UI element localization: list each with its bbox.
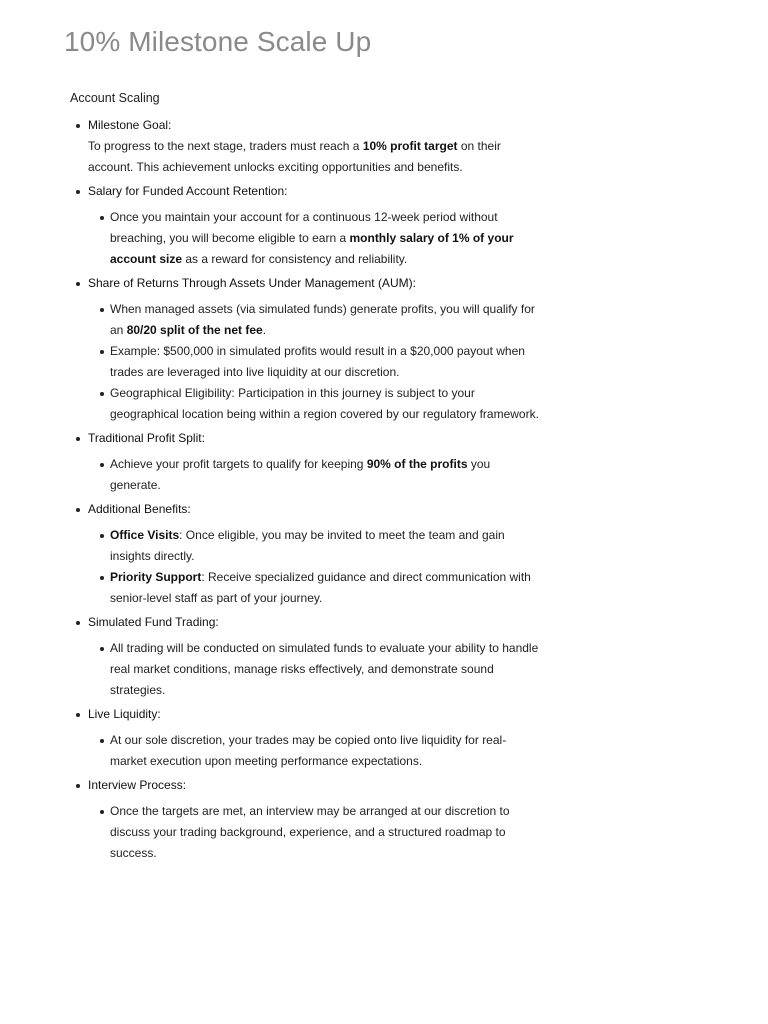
- list-item-milestone-goal: [70, 115, 540, 178]
- text-segment: Example: $500,000 in simulated profits would result in a $20,000 payout when trades are leveraged into live liquidity at our discretion.: [110, 344, 525, 379]
- heading-colon: :: [201, 431, 205, 445]
- list-item-heading: [88, 612, 540, 633]
- sub-list-item: [88, 525, 540, 567]
- text-segment: Once the targets are met, an interview may be arranged at our discretion to discuss your trading background, experience, and a structured roadmap to success.: [110, 804, 510, 860]
- list-item-heading: [88, 181, 540, 202]
- text-segment: as a reward for consistency and reliability.: [182, 252, 408, 266]
- heading-label: Simulated Fund Trading: [88, 615, 216, 629]
- heading-colon: :: [284, 184, 288, 198]
- page-title: 10% Milestone Scale Up: [64, 26, 372, 57]
- list-item-heading: [88, 775, 540, 796]
- text-segment: Geographical Eligibility: Participation in this journey is subject to your geographical location being within a region covered by our regulatory framework.: [110, 386, 539, 421]
- sub-list: [88, 730, 540, 772]
- sub-list: [88, 638, 540, 701]
- list-item-heading: [88, 115, 540, 136]
- bold-text: 80/20 split of the net fee: [126, 323, 263, 337]
- list-item-additional-benefits: [70, 499, 540, 609]
- heading-colon: :: [187, 502, 191, 516]
- section-title: Account Scaling: [70, 91, 160, 105]
- text-segment: When managed assets (via simulated funds) generate profits, you will qualify for an: [110, 302, 535, 337]
- heading-label: Live Liquidity: [88, 707, 158, 721]
- text-segment: you generate.: [110, 457, 491, 492]
- bold-text: 10% profit target: [362, 139, 458, 153]
- text-segment: : Once eligible, you may be invited to meet the team and gain insights directly.: [110, 528, 505, 563]
- sub-list: [88, 801, 540, 864]
- sub-list-item: [88, 341, 540, 383]
- text-segment: All trading will be conducted on simulated funds to evaluate your ability to handle real market conditions, manage risks effectively, and demonstrate sound strategies.: [110, 641, 539, 697]
- list-item-simulated-fund-trading: [70, 612, 540, 701]
- text-segment: Once you maintain your account for a continuous 12-week period without breaching, you will become eligible to earn a: [110, 210, 498, 245]
- sub-list: [88, 525, 540, 609]
- list-item-heading: [88, 499, 540, 520]
- sub-list-item: [88, 730, 540, 772]
- sub-list-item: [88, 207, 540, 270]
- list-item-paragraph: [88, 136, 540, 178]
- benefits-list: [70, 115, 540, 864]
- list-item-heading: [88, 273, 540, 294]
- bold-text: 90% of the profits: [366, 457, 468, 471]
- heading-label: Interview Process: [88, 778, 183, 792]
- bold-text: Office Visits: [110, 528, 180, 542]
- bold-text: Priority Support: [110, 570, 202, 584]
- text-segment: on their account. This achievement unlocks exciting opportunities and benefits.: [88, 139, 501, 174]
- text-segment: At our sole discretion, your trades may be copied onto live liquidity for real-market execution upon meeting performance expectations.: [110, 733, 507, 768]
- heading-colon: :: [412, 276, 416, 290]
- list-item-heading: [88, 428, 540, 449]
- list-item-interview-process: [70, 775, 540, 864]
- text-segment: To progress to the next stage, traders must reach a: [88, 139, 363, 153]
- sub-list-item: [88, 299, 540, 341]
- list-item-live-liquidity: [70, 704, 540, 772]
- list-item-traditional-profit-split: [70, 428, 540, 496]
- list-item-share-of-returns-through-assets-under-management-aum: [70, 273, 540, 425]
- bold-text: monthly salary of 1% of your account size: [110, 231, 514, 266]
- heading-colon: :: [182, 778, 187, 792]
- heading-label: Traditional Profit Split: [88, 431, 202, 445]
- sub-list-item: [88, 801, 540, 864]
- list-item-heading: [88, 704, 540, 725]
- heading-label: Milestone Goal: [88, 118, 169, 132]
- heading-colon: :: [157, 707, 161, 721]
- sub-list: [88, 299, 540, 425]
- sub-list: [88, 454, 540, 496]
- text-segment: Achieve your profit targets to qualify for keeping: [110, 457, 367, 471]
- heading-label: Salary for Funded Account Retention: [88, 184, 285, 198]
- sub-list: [88, 207, 540, 270]
- sub-list-item: [88, 454, 540, 496]
- heading-colon: :: [168, 118, 172, 132]
- list-item-salary-for-funded-account-retention: [70, 181, 540, 270]
- heading-label: Share of Returns Through Assets Under Management (AUM): [88, 276, 413, 290]
- heading-colon: :: [215, 615, 219, 629]
- sub-list-item: [88, 638, 540, 701]
- document-content: [70, 115, 540, 867]
- text-segment: : Receive specialized guidance and direct communication with senior-level staff as part of your journey.: [110, 570, 531, 605]
- sub-list-item: [88, 383, 540, 425]
- text-segment: .: [262, 323, 267, 337]
- heading-label: Additional Benefits: [88, 502, 188, 516]
- sub-list-item: [88, 567, 540, 609]
